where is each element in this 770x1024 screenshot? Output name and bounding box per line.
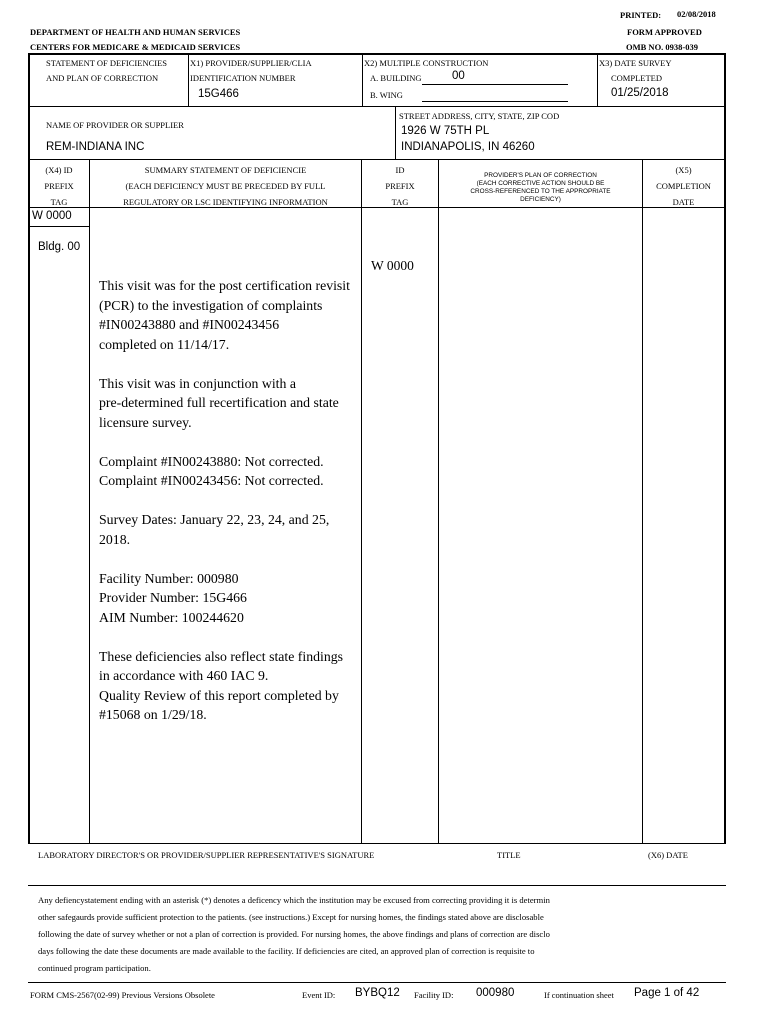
page-number: Page 1 of 42 (634, 987, 700, 999)
facility-id-label: Facility ID: (414, 990, 454, 1000)
tag-right: W 0000 (371, 258, 414, 273)
summary-narrative (99, 276, 399, 744)
tag-underline (28, 226, 90, 227)
column-divider (438, 160, 439, 844)
omb-number: OMB NO. 0938-039 (626, 42, 699, 52)
disclaimer-line: continued program participation. (38, 963, 151, 973)
tag-left: W 0000 (32, 210, 72, 222)
x4-header-2: PREFIX (44, 181, 74, 191)
disclaimer-line: other safegaurds provide sufficient protection to the patients. (see instructions.) Except for nursing homes, the findings stated above are disclosable (38, 912, 544, 922)
city-state-zip-value: INDIANAPOLIS, IN 46260 (401, 141, 535, 153)
narrative-paragraph: These deficiencies also reflect state findings in accordance with 460 IAC 9. Quality Review of this report completed by #15068 on 1/29/18. (99, 648, 344, 722)
building-tag: Bldg. 00 (38, 241, 81, 253)
event-id-value: BYBQ12 (355, 987, 400, 999)
summary-header-2: (EACH DEFICIENCY MUST BE PRECEDED BY FULL (125, 181, 326, 191)
provider-name-value: REM-INDIANA INC (46, 141, 145, 153)
narrative-paragraph: Complaint #IN00243880: Not corrected. Complaint #IN00243456: Not corrected. (99, 453, 324, 488)
wing-underline (422, 101, 568, 102)
disclaimer-line: days following the date these documents are made available to the facility. If deficiencies are cited, an approved plan of correction is requisite to (38, 946, 535, 956)
disclaimer-line: Any defiencystatement ending with an asterisk (*) denotes a deficency which the institution may be excused from correcting providing it is determin (38, 895, 550, 905)
x3-label: X3) DATE SURVEY (599, 58, 672, 68)
department-name: DEPARTMENT OF HEALTH AND HUMAN SERVICES (30, 27, 241, 37)
address-label: STREET ADDRESS, CITY, STATE, ZIP COD (399, 111, 560, 121)
wing-label: B. WING (370, 90, 403, 100)
column-divider (642, 160, 643, 844)
x4-header-3: TAG (50, 197, 68, 207)
printed-date: 02/08/2018 (677, 9, 716, 19)
frame-right-rule (724, 53, 726, 844)
narrative-paragraph: This visit was in conjunction with a pre-determined full recertification and state licensure survey. (99, 375, 339, 430)
x4-header: (X4) ID (45, 165, 73, 175)
summary-header-3: REGULATORY OR LSC IDENTIFYING INFORMATION (123, 197, 328, 207)
provider-name-label: NAME OF PROVIDER OR SUPPLIER (46, 120, 184, 130)
printed-label: PRINTED: (620, 10, 662, 20)
plan-header-2: (EACH CORRECTIVE ACTION SHOULD BE (476, 180, 605, 187)
id-header-3: TAG (391, 197, 409, 207)
frame-bottom-rule (28, 843, 726, 844)
narrative-paragraph: Survey Dates: January 22, 23, 24, and 25, 2018. (99, 512, 330, 547)
form-approved: FORM APPROVED (627, 27, 702, 37)
narrative-paragraph: This visit was for the post certification revisit (PCR) to the investigation of complaints #IN00243880 and #IN00243456 completed on 11/14/17. (99, 278, 350, 352)
id-header-2: PREFIX (385, 181, 415, 191)
footer-rule (28, 982, 726, 983)
x5-header-2: COMPLETION (656, 181, 711, 191)
divider (362, 54, 363, 106)
x2-label: X2) MULTIPLE CONSTRUCTION (364, 58, 489, 68)
event-id-label: Event ID: (302, 990, 336, 1000)
building-underline (422, 84, 568, 85)
centers-name: CENTERS FOR MEDICARE & MEDICAID SERVICES (30, 42, 241, 52)
divider (28, 159, 726, 160)
narrative-paragraph: Facility Number: 000980 Provider Number: 15G466 AIM Number: 100244620 (99, 570, 247, 625)
facility-id-value: 000980 (476, 987, 515, 999)
x3-label-2: COMPLETED (611, 73, 662, 83)
street-value: 1926 W 75TH PL (401, 125, 490, 137)
id-header: ID (395, 165, 405, 175)
x1-label: X1) PROVIDER/SUPPLIER/CLIA (190, 58, 312, 68)
plan-header: PROVIDER'S PLAN OF CORRECTION (484, 172, 597, 179)
statement-label-2: AND PLAN OF CORRECTION (46, 73, 159, 83)
divider (188, 54, 189, 106)
signature-label: LABORATORY DIRECTOR'S OR PROVIDER/SUPPLIER REPRESENTATIVE'S SIGNATURE (38, 850, 375, 860)
x5-header-3: DATE (672, 197, 695, 207)
x1-label-2: IDENTIFICATION NUMBER (190, 73, 296, 83)
plan-header-4: DEFICIENCY) (520, 196, 561, 203)
building-value: 00 (452, 70, 465, 82)
form-number: FORM CMS-2567(02-99) Previous Versions Obsolete (30, 990, 215, 1000)
building-label: A. BUILDING (370, 73, 422, 83)
summary-header: SUMMARY STATEMENT OF DEFICIENCIE (144, 165, 307, 175)
column-divider (89, 160, 90, 844)
continuation-label: If continuation sheet (544, 990, 614, 1000)
survey-date-value: 01/25/2018 (611, 87, 669, 99)
provider-id-value: 15G466 (198, 88, 239, 100)
divider (597, 54, 598, 106)
x5-header: (X5) (675, 165, 692, 175)
disclaimer-line: following the date of survey whether or not a plan of correction is provided. For nursing homes, the above findings and plans of correction are disclo (38, 929, 550, 939)
title-label: TITLE (497, 850, 521, 860)
statement-label: STATEMENT OF DEFICIENCIES (46, 58, 168, 68)
frame-top-rule (28, 53, 726, 55)
signature-rule (28, 885, 726, 886)
divider (28, 106, 726, 107)
divider (28, 207, 726, 208)
disclaimer (38, 892, 738, 977)
divider (395, 106, 396, 159)
plan-header-3: CROSS-REFERENCED TO THE APPROPRIATE (470, 188, 611, 195)
x6-date-label: (X6) DATE (648, 850, 688, 860)
